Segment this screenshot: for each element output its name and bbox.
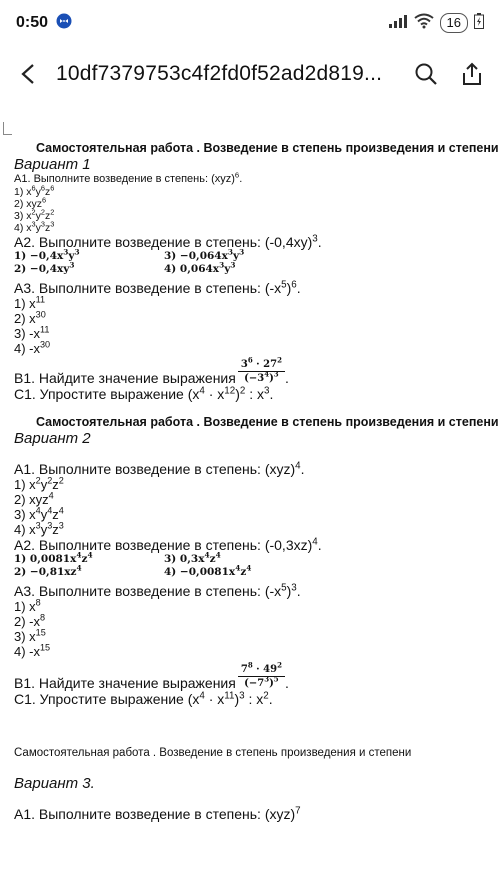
a2-options (14, 550, 500, 579)
question-a1: А1. Выполните возведение в степень: (xyz)$^4$. (14, 459, 305, 477)
a1-option-1: 1) $x^2y^2z^2$ (14, 475, 64, 492)
a2-option-3: 3) $0,3x^4z^4$ (164, 550, 221, 565)
a3-option-1: 1) $x^{11}$ (14, 294, 46, 311)
a2-option-4: 4) $0,064x^3y^3$ (164, 260, 236, 275)
share-icon[interactable] (456, 58, 488, 90)
variant-3-section (14, 707, 500, 822)
page-corner-mark (3, 122, 12, 135)
question-a3: А3. Выполните возведение в степень: $(-x^5)^6$. (14, 278, 301, 296)
app-notification-icon (56, 13, 72, 34)
a1-option-4: 4) $x^3y^3z^3$ (14, 219, 55, 234)
signal-icon (388, 14, 408, 33)
question-a2: А2. Выполните возведение в степень: $(-0,3xz)^4$. (14, 535, 322, 553)
variant-2-section (14, 402, 500, 707)
question-a3: А3. Выполните возведение в степень: $(-x^5)^3$. (14, 581, 301, 599)
question-b1: В1. Найдите значение выражения $\frac{3^6 \cdot 27^2}{(-3^4)^3}$ . (14, 355, 289, 386)
a1-option-2: 2) xyz$^4$ (14, 490, 54, 507)
battery-level: 16 (440, 13, 468, 33)
work-title: Самостоятельная работа . Возведение в степень произведения и степени (36, 141, 499, 155)
a2-option-2: $2) -0,4xy^3$ (14, 260, 75, 275)
status-bar (0, 0, 500, 46)
a3-option-2: 2) $x^{30}$ (14, 309, 46, 326)
a3-option-2: 2) $-x^8$ (14, 612, 46, 629)
question-b1: В1. Найдите значение выражения $\frac{7^8 \cdot 49^2}{(-7^3)^5}$ . (14, 660, 289, 691)
a2-option-1: 1) $0,0081x^4z^4$ (14, 550, 93, 565)
variant-heading: Вариант 2 (14, 429, 91, 447)
search-icon[interactable] (410, 58, 442, 90)
app-bar (0, 46, 500, 102)
a3-option-3: 3) $x^{15}$ (14, 627, 46, 644)
back-icon[interactable] (12, 58, 44, 90)
variant-heading: Вариант 3. (14, 774, 95, 792)
question-a1: А1. Выполните возведение в степень: (xyz)$^7$ (14, 804, 301, 822)
a1-option-4: 4) $x^3y^3z^3$ (14, 520, 64, 537)
a2-option-3: $3) -0,064x^3y^3$ (164, 247, 245, 262)
b1-fraction: $\frac{7^8 \cdot 49^2}{(-7^3)^5}$ (238, 663, 285, 691)
variant-1-section (14, 120, 500, 402)
a2-option-1: $1) -0,4x^3y^3$ (14, 247, 80, 262)
a1-option-3: 3) $x^4y^4z^4$ (14, 505, 64, 522)
a3-option-4: 4) $-x^{30}$ (14, 339, 51, 356)
document-content[interactable] (0, 120, 500, 874)
a2-options (14, 247, 500, 276)
a1-option-3: 3) $x^2y^2z^2$ (14, 207, 55, 222)
battery-icon (474, 13, 484, 34)
variant-heading: Вариант 1 (14, 156, 91, 173)
question-c1: С1. Упростите выражение $(x^4 \cdot x^{11})^3$ : $x^2$. (14, 689, 273, 707)
a3-option-1: 1) $x^8$ (14, 597, 41, 614)
question-c1: С1. Упростите выражение $(x^4 \cdot x^{12})^2$ : $x^3$. (14, 384, 274, 402)
a2-option-4: $4) -0,0081x^4z^4$ (164, 563, 252, 578)
file-title: 10df7379753c4f2fd0f52ad2d819... (56, 62, 383, 85)
a1-option-2: 2) xyz$^6$ (14, 195, 47, 210)
status-time: 0:50 (16, 14, 49, 31)
a3-option-4: 4) $-x^{15}$ (14, 642, 51, 659)
question-a1: А1. Выполните возведение в степень: (xyz)$^6$. (14, 170, 243, 185)
a3-option-3: 3) $-x^{11}$ (14, 324, 50, 341)
wifi-icon (414, 13, 434, 34)
b1-fraction: $\frac{3^6 \cdot 27^2}{(-3^4)^3}$ (238, 358, 285, 386)
work-title: Самостоятельная работа . Возведение в степень произведения и степени (14, 746, 412, 759)
a2-option-2: $2) -0,81xz^4$ (14, 563, 82, 578)
a1-option-1: 1) $x^6y^6z^6$ (14, 183, 55, 198)
question-a2: А2. Выполните возведение в степень: $(-0,4xy)^3$. (14, 232, 322, 250)
work-title: Самостоятельная работа . Возведение в степень произведения и степени (36, 414, 499, 429)
